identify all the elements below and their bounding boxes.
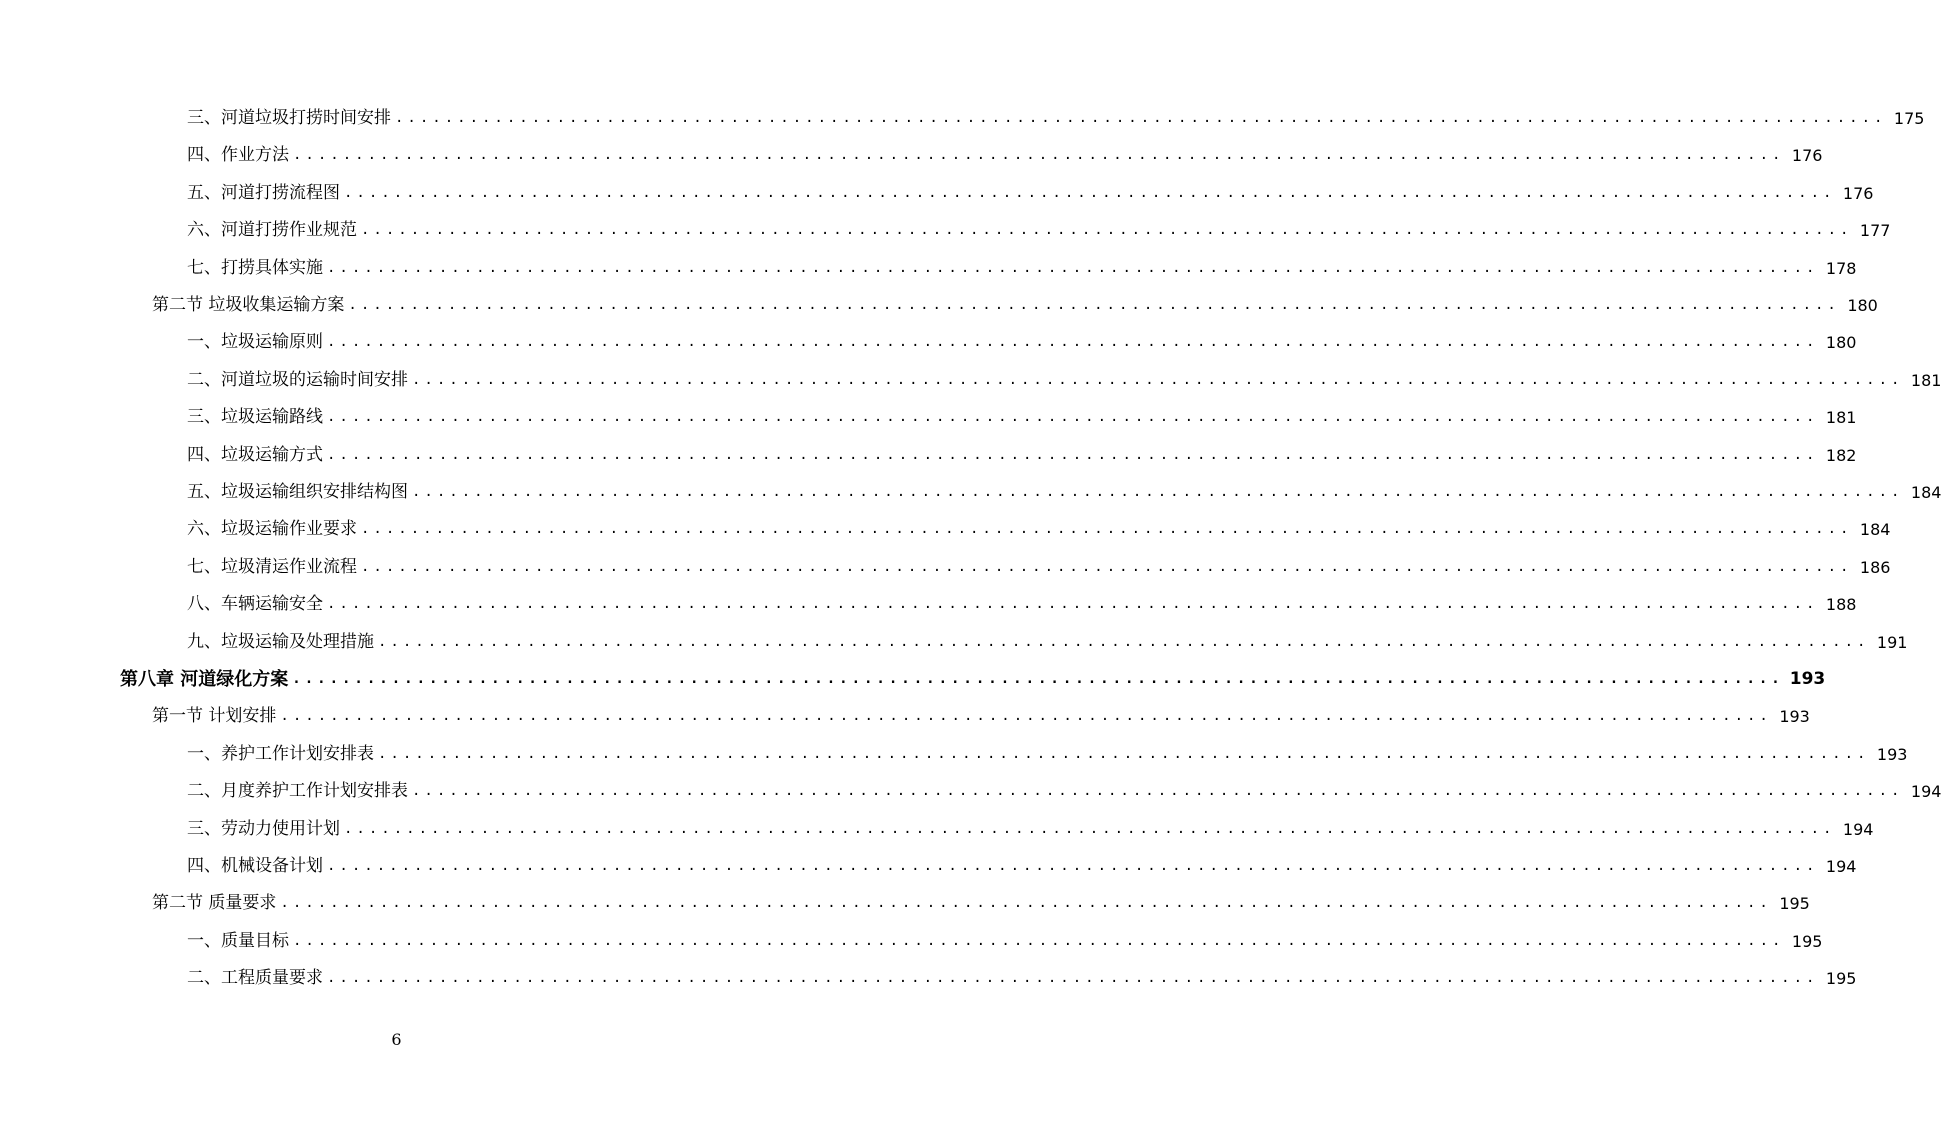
toc-dot-leader: ........................................................................................................................ (293, 932, 1785, 949)
toc-entry-title: 二、河道垃圾的运输时间安排 (187, 369, 408, 390)
toc-entry-title: 第八章 河道绿化方案 (120, 669, 289, 690)
toc-entry-page-number: 178 (1825, 258, 1857, 278)
toc-entry[interactable] (187, 586, 1857, 623)
page-number: 6 (391, 1030, 402, 1049)
toc-entry-title: 三、河道垃圾打捞时间安排 (187, 108, 391, 128)
toc-entry[interactable] (187, 362, 1941, 399)
toc-entry[interactable] (187, 474, 1941, 511)
toc-dot-leader: ........................................................................................................................ (327, 970, 1819, 987)
toc-entry[interactable] (152, 885, 1810, 922)
toc-dot-leader: ........................................................................................................................ (361, 558, 1853, 575)
toc-entry[interactable] (187, 511, 1891, 548)
toc-dot-leader: ........................................................................................................................ (412, 371, 1904, 388)
toc-entry-page-number: 195 (1825, 969, 1857, 989)
toc-entry-title: 五、河道打捞流程图 (187, 182, 340, 203)
toc-entry[interactable] (187, 923, 1823, 960)
toc-entry-title: 一、垃圾运输原则 (187, 332, 323, 353)
toc-entry-title: 第一节 计划安排 (152, 706, 277, 727)
toc-entry-page-number: 194 (1842, 819, 1874, 839)
toc-entry-title: 三、劳动力使用计划 (187, 818, 340, 839)
toc-entry-title: 一、养护工作计划安排表 (187, 743, 374, 764)
toc-entry[interactable] (187, 624, 1908, 661)
toc-entry[interactable] (187, 324, 1857, 361)
toc-dot-leader: ........................................................................................................................ (327, 334, 1819, 351)
toc-entry-title: 第二节 质量要求 (152, 893, 277, 914)
toc-entry[interactable] (187, 399, 1857, 436)
toc-dot-leader: ........................................................................................................................ (280, 895, 1772, 912)
toc-entry[interactable] (187, 437, 1857, 474)
toc-dot-leader: ........................................................................................................................ (378, 633, 1870, 650)
toc-entry-title: 第二节 垃圾收集运输方案 (152, 295, 345, 315)
toc-dot-leader: ........................................................................................................................ (293, 147, 1785, 164)
toc-dot-leader: ........................................................................................................................ (327, 259, 1819, 276)
toc-dot-leader: ........................................................................................................................ (395, 110, 1887, 126)
toc-dot-leader: ........................................................................................................................ (327, 858, 1819, 874)
toc-dot-leader: ........................................................................................................................ (378, 745, 1870, 762)
toc-entry-page-number: 180 (1847, 296, 1878, 315)
toc-entry[interactable] (187, 100, 1925, 137)
toc-entry-page-number: 195 (1779, 894, 1810, 914)
toc-entry[interactable] (187, 137, 1823, 174)
toc-entry[interactable] (187, 773, 1941, 810)
toc-dot-leader: ........................................................................................................................ (344, 184, 1836, 201)
toc-entry-page-number: 177 (1859, 221, 1891, 241)
toc-entry-title: 四、作业方法 (187, 145, 289, 166)
toc-entry-page-number: 176 (1842, 183, 1874, 203)
toc-entry-page-number: 184 (1859, 520, 1891, 540)
toc-entry-page-number: 194 (1825, 857, 1857, 876)
toc-dot-leader: ........................................................................................................................ (361, 521, 1853, 538)
toc-entry-page-number: 186 (1859, 557, 1891, 577)
toc-entry-title: 五、垃圾运输组织安排结构图 (187, 482, 408, 502)
toc-dot-leader: ........................................................................................................................ (412, 484, 1904, 500)
toc-entry-page-number: 193 (1779, 707, 1810, 727)
toc-entry-page-number: 175 (1893, 109, 1925, 128)
toc-dot-leader: ........................................................................................................................ (292, 671, 1784, 687)
toc-entry[interactable] (120, 661, 1826, 698)
toc-entry-title: 二、工程质量要求 (187, 968, 323, 989)
toc-entry-page-number: 176 (1791, 146, 1823, 166)
toc-entry-title: 二、月度养护工作计划安排表 (187, 781, 408, 802)
toc-entry-page-number: 180 (1825, 333, 1857, 353)
toc-dot-leader: ........................................................................................................................ (327, 409, 1819, 426)
toc-entry-page-number: 195 (1791, 931, 1823, 951)
toc-dot-leader: ........................................................................................................................ (344, 820, 1836, 837)
toc-entry-page-number: 181 (1910, 370, 1941, 390)
toc-entry-page-number: 193 (1789, 669, 1826, 689)
toc-entry[interactable] (152, 287, 1878, 324)
toc-entry-title: 三、垃圾运输路线 (187, 407, 323, 428)
toc-entry-page-number: 182 (1825, 445, 1857, 465)
toc-dot-leader: ........................................................................................................................ (327, 446, 1819, 463)
toc-dot-leader: ........................................................................................................................ (361, 222, 1853, 239)
toc-dot-leader: ........................................................................................................................ (348, 297, 1840, 313)
toc-entry-title: 八、车辆运输安全 (187, 594, 323, 615)
toc-entry-title: 九、垃圾运输及处理措施 (187, 631, 374, 652)
toc-entry[interactable] (187, 736, 1908, 773)
toc-entry-title: 四、机械设备计划 (187, 856, 323, 876)
toc-entry[interactable] (187, 212, 1891, 249)
toc-entry[interactable] (187, 848, 1857, 885)
toc-dot-leader: ........................................................................................................................ (327, 596, 1819, 613)
toc-entry-page-number: 194 (1910, 782, 1941, 802)
toc-entry-title: 七、打捞具体实施 (187, 257, 323, 278)
toc-entry[interactable] (187, 549, 1891, 586)
toc-entry[interactable] (187, 175, 1874, 212)
toc-entry-page-number: 193 (1876, 744, 1908, 764)
toc-entry-page-number: 181 (1825, 408, 1857, 428)
toc-entry-title: 一、质量目标 (187, 930, 289, 951)
toc-entry-title: 六、垃圾运输作业要求 (187, 519, 357, 540)
toc-dot-leader: ........................................................................................................................ (280, 708, 1772, 725)
toc-entry-page-number: 184 (1910, 483, 1941, 502)
toc-entry-title: 七、垃圾清运作业流程 (187, 556, 357, 577)
toc-entry-title: 六、河道打捞作业规范 (187, 220, 357, 241)
toc-dot-leader: ........................................................................................................................ (412, 783, 1904, 800)
toc-entry[interactable] (187, 811, 1874, 848)
toc-entry-page-number: 191 (1876, 632, 1908, 652)
toc-entry[interactable] (152, 698, 1810, 735)
toc-entry-page-number: 188 (1825, 595, 1857, 615)
toc-entry-title: 四、垃圾运输方式 (187, 444, 323, 465)
toc-entry[interactable] (187, 960, 1857, 997)
toc-entry[interactable] (187, 250, 1857, 287)
